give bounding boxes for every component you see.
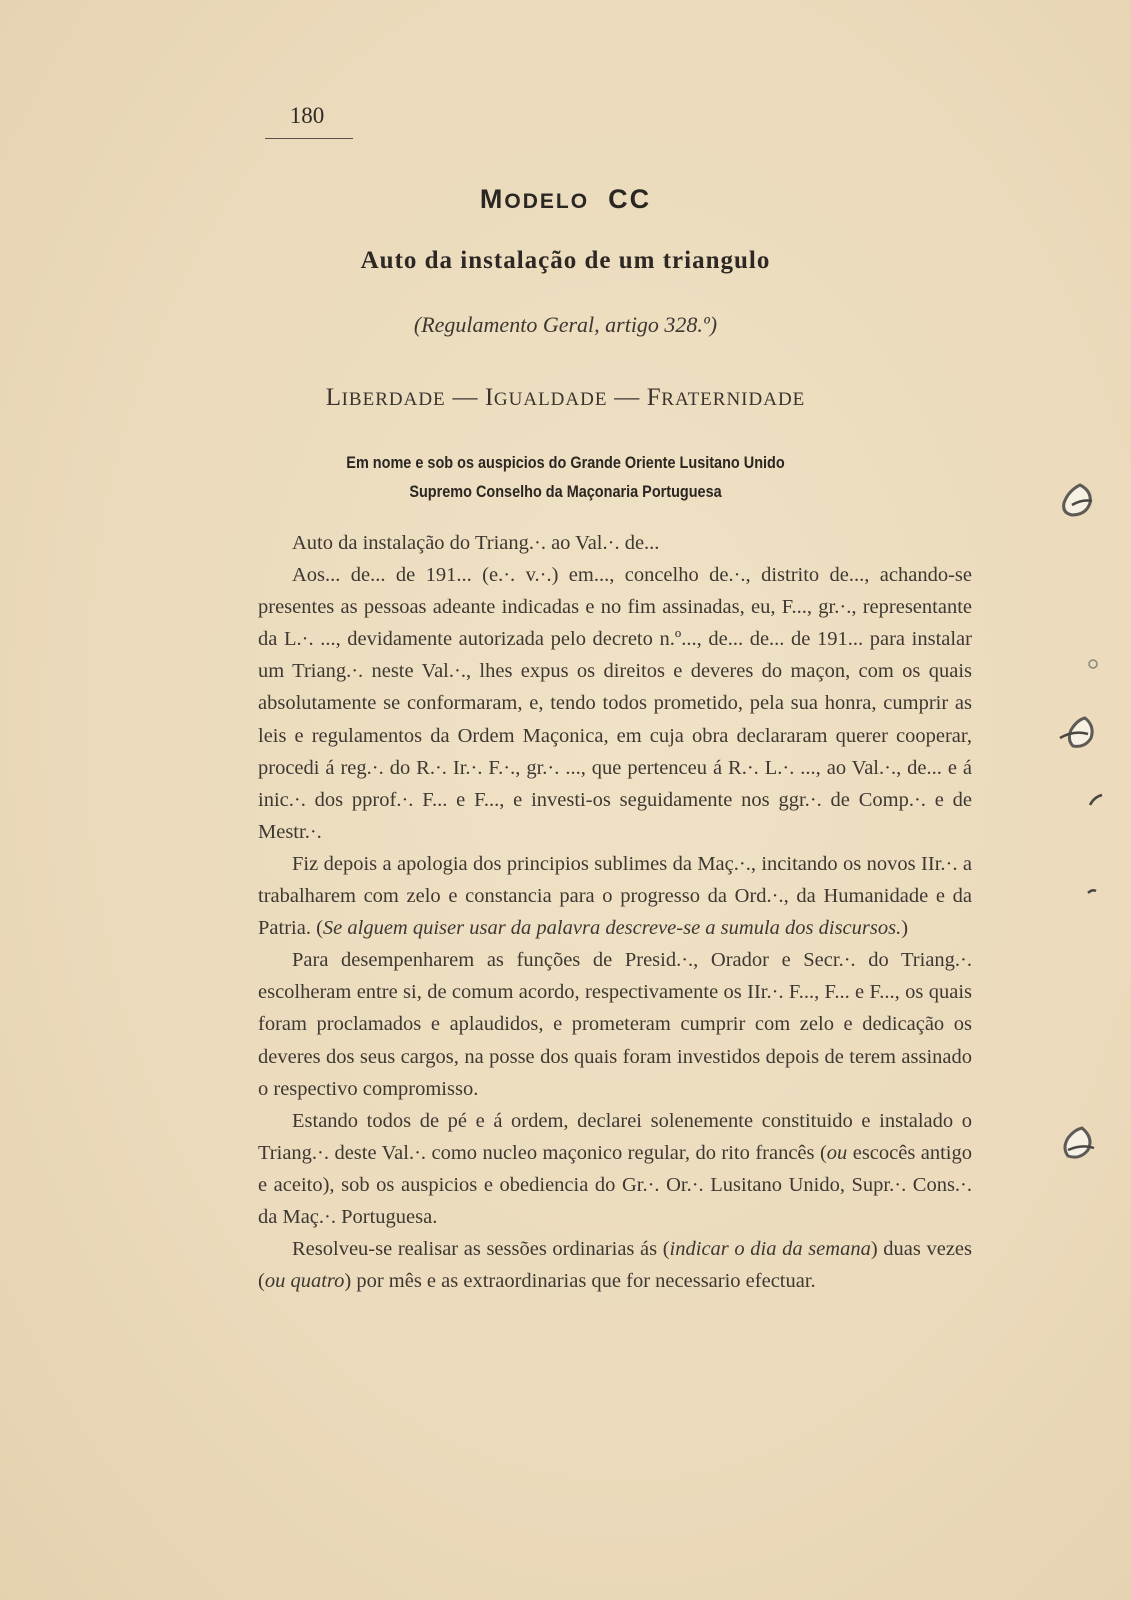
- paragraph-officers: Para desempenharem as funções de Presid.·., Orador e Secr.·. do Triang.·. escolheram entre si, de comum acordo, respectivamente os IIr.·. F..., F... e F..., os quais foram proclamados e aplaudidos, e prometeram cumprir com zelo e dedicação os deveres dos seus cargos, na posse dos quais foram investidos depois de terem assinado o respectivo compromisso.: [258, 949, 972, 1100]
- paragraph-sessions-note-1: indicar o dia da semana: [669, 1238, 871, 1261]
- paragraph-sessions-note-2: ou quatro: [264, 1270, 345, 1293]
- document-subtitle: Auto da instalação de um triangulo: [360, 247, 771, 274]
- paragraph-opening: Auto da instalação do Triang.·. ao Val.·. de...: [292, 532, 660, 554]
- motto-word-igualdade-rest: GUALDADE: [493, 389, 608, 410]
- paragraph-sessions-text-a: Resolveu-se realisar as sessões ordinarias ás (: [292, 1238, 670, 1261]
- model-title-first: M: [479, 184, 505, 214]
- motto-word-liberdade-rest: IBERDADE: [341, 389, 446, 410]
- motto-word-liberdade-initial: L: [325, 384, 342, 411]
- margin-stroke-mark: [1088, 890, 1096, 893]
- model-title-code: CC: [608, 184, 652, 214]
- margin-stroke-mark: [1068, 1146, 1094, 1150]
- auspices-line-1: Em nome e sob os auspicios do Grande Oriente Lusitano Unido: [346, 453, 785, 472]
- motto-separator: —: [445, 384, 485, 411]
- model-title-small: ODELO: [504, 190, 590, 213]
- paragraph-sessions-text-b: ) duas vezes (: [258, 1238, 972, 1293]
- page-number: 180: [289, 103, 325, 128]
- paragraph-installation-text-a: Estando todos de pé e á ordem, declarei solenemente constituido e instalado o Triang.·. deste Val.·. como nucleo maçonico regular, do rito francês (: [258, 1109, 972, 1164]
- paragraph-proceedings: Aos... de... de 191... (e.·. v.·.) em..., concelho de.·., distrito de..., achando-se presentes as pessoas adeante indicadas e no fim assinadas, eu, F..., gr.·., representante da L.·. ..., devidamente autorizada pelo decreto n.º..., de... de... de 191... para instalar um Triang.·. neste Val.·., lhes expus os direitos e deveres do maçon, com os quais absolutamente se conformaram, e, tendo todos prometido, pela sua honra, cumprir as leis e regulamentos da Ordem Maçonica, em cuja obra declararam querer cooperar, procedi á reg.·. do R.·. Ir.·. F.·., gr.·. ..., que pertenceu á R.·. L.·. ..., ao Val.·., de... e á inic.·. dos pprof.·. F... e F..., e investi-os seguidamente nos ggr.·. de Comp.·. e de Mestr.·.: [258, 564, 972, 843]
- motto: [0, 384, 1131, 412]
- paragraph-installation-note: ou: [826, 1141, 848, 1164]
- document-body: [258, 527, 972, 1297]
- auspices-line-2: Supremo Conselho da Maçonaria Portuguesa: [409, 482, 722, 501]
- binding-hole-mark: [1065, 1128, 1090, 1157]
- paragraph-sessions-text-c: ) por mês e as extraordinarias que for necessario efectuar.: [344, 1270, 816, 1293]
- paragraph-installation-text-b: escocês antigo e aceito), sob os auspicios e obediencia do Gr.·. Or.·. Lusitano Unido, Supr.·. Cons.·. da Maç.·. Portuguesa.: [258, 1141, 973, 1228]
- paragraph-apology-close: ): [901, 917, 909, 940]
- regulation-reference: (Regulamento Geral, artigo 328.º): [413, 312, 718, 337]
- binding-hole-mark: [1064, 485, 1091, 515]
- margin-dot-mark: [1089, 660, 1097, 668]
- page-number-rule: [265, 138, 353, 139]
- paragraph-apology-note: Se alguem quiser usar da palavra descreve-se a sumula dos discursos.: [322, 917, 902, 940]
- paragraph-apology-text: Fiz depois a apologia dos principios sublimes da Maç.·., incitando os novos IIr.·. a trabalharem com zelo e constancia para o progresso da Ord.·., da Humanidade e da Patria. (: [258, 852, 972, 940]
- margin-stroke-mark: [1090, 795, 1102, 805]
- binding-hole-mark: [1069, 718, 1092, 746]
- margin-stroke-mark: [1060, 733, 1088, 738]
- margin-stroke-mark: [1072, 501, 1092, 506]
- motto-word-fraternidade-rest: RATERNIDADE: [661, 389, 806, 410]
- paragraph-sessions: [258, 1233, 972, 1297]
- motto-word-igualdade-initial: I: [484, 384, 494, 411]
- motto-separator: —: [607, 384, 647, 411]
- motto-word-fraternidade-initial: F: [646, 384, 662, 411]
- paragraph-installation: [258, 1105, 972, 1233]
- paragraph-apology: [258, 848, 972, 944]
- model-title: [0, 184, 1131, 215]
- auspices-block: [85, 448, 1046, 506]
